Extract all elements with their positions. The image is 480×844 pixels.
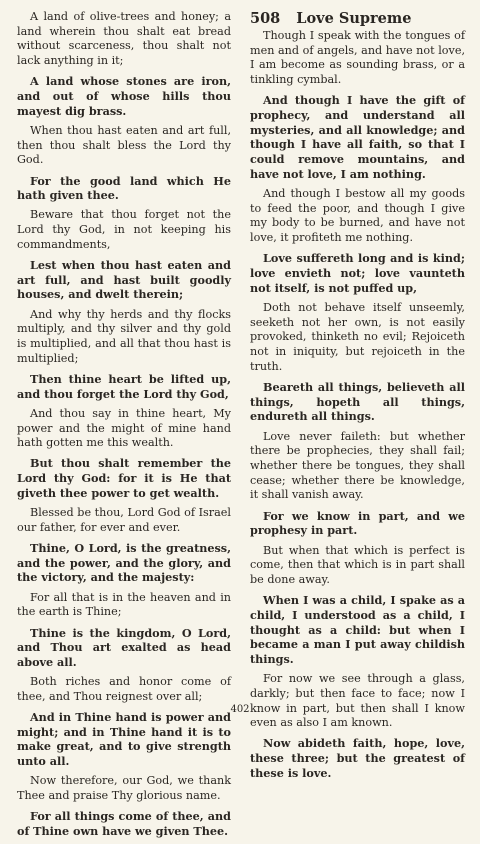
reading-paragraph: Thine, O Lord, is the greatness, and the power, and the glory, and the victory, and the majesty: [17,541,231,585]
reading-paragraph: Beware that thou forget not the Lord thy God, in not keeping his commandments, [17,208,231,251]
reading-paragraph: Then thine heart be lifted up, and thou forget the Lord thy God, [17,371,231,401]
reading-paragraph: When I was a child, I spake as a child, I understood as a child, I thought as a child: but when I became a man I put away childish things. [250,593,465,666]
reading-paragraph: For now we see through a glass, darkly; but then face to face; now I know in part, but then shall I know even as also I am known. [250,672,465,730]
selection-heading [250,10,465,27]
reading-paragraph: Though I speak with the tongues of men and of angels, and have not love, I am become as sounding brass, or a tinkling cymbal. [250,29,465,87]
reading-paragraph: A land whose stones are iron, and out of whose hills thou mayest dig brass. [17,74,231,118]
page-number: 402 [230,704,250,715]
reading-paragraph: But thou shalt remember the Lord thy God: for it is He that giveth thee power to get wealth. [17,456,231,500]
reading-paragraph: Doth not behave itself unseemly, seeketh not her own, is not easily provoked, thinketh no evil; Rejoiceth not in iniquity, but rejoiceth in the truth. [250,300,465,373]
reading-paragraph: And why thy herds and thy flocks multiply, and thy silver and thy gold is multiplied, and all that thou hast is multiplied; [17,307,231,365]
selection-number: 508 [250,10,281,27]
reading-paragraph: But when that which is perfect is come, then that which is in part shall be done away. [250,543,465,586]
reading-paragraph: And in Thine hand is power and might; and in Thine hand it is to make great, and to give strength unto all. [17,710,231,769]
reading-paragraph: A land of olive-trees and honey; a land wherein thou shalt eat bread without scarceness, thou shalt not lack anything in it; [17,10,231,68]
right-column [250,10,465,786]
selection-title: Love Supreme [296,10,412,27]
reading-paragraph: Beareth all things, believeth all things, hopeth all things, endureth all things. [250,379,465,424]
reading-paragraph: For we know in part, and we prophesy in part. [250,508,465,538]
reading-paragraph: Now abideth faith, hope, love, these three; but the greatest of these is love. [250,736,465,780]
reading-paragraph: For all that is in the heaven and in the earth is Thine; [17,590,231,619]
reading-paragraph: For the good land which He hath given thee. [17,173,231,203]
reading-paragraph: Love suffereth long and is kind; love envieth not; love vaunteth not itself, is not puffed up, [250,251,465,295]
reading-paragraph: For all things come of thee, and of Thine own have we given Thee. [17,809,231,838]
left-column [17,10,231,844]
reading-paragraph: And though I bestow all my goods to feed the poor, and though I give my body to be burned, and have not love, it profiteth me nothing. [250,187,465,245]
reading-paragraph: Thine is the kingdom, O Lord, and Thou art exalted as head above all. [17,625,231,669]
reading-paragraph: Both riches and honor come of thee, and Thou reignest over all; [17,675,231,703]
reading-paragraph: Love never faileth: but whether there be prophecies, they shall fail; whether there be tongues, they shall cease; whether there be knowledge, it shall vanish away. [250,429,465,502]
reading-paragraph: When thou hast eaten and art full, then thou shalt bless the Lord thy God. [17,123,231,167]
reading-paragraph: Lest when thou hast eaten and art full, and hast built goodly houses, and dwelt therein; [17,258,231,302]
reading-paragraph: And though I have the gift of prophecy, and understand all mysteries, and all knowledge; and though I have all faith, so that I could remove mountains, and have not love, I am nothing. [250,93,465,181]
reading-paragraph: And thou say in thine heart, My power and the might of mine hand hath gotten me this wealth. [17,406,231,450]
reading-paragraph: Blessed be thou, Lord God of Israel our father, for ever and ever. [17,506,231,534]
reading-paragraph: Now therefore, our God, we thank Thee and praise Thy glorious name. [17,774,231,803]
